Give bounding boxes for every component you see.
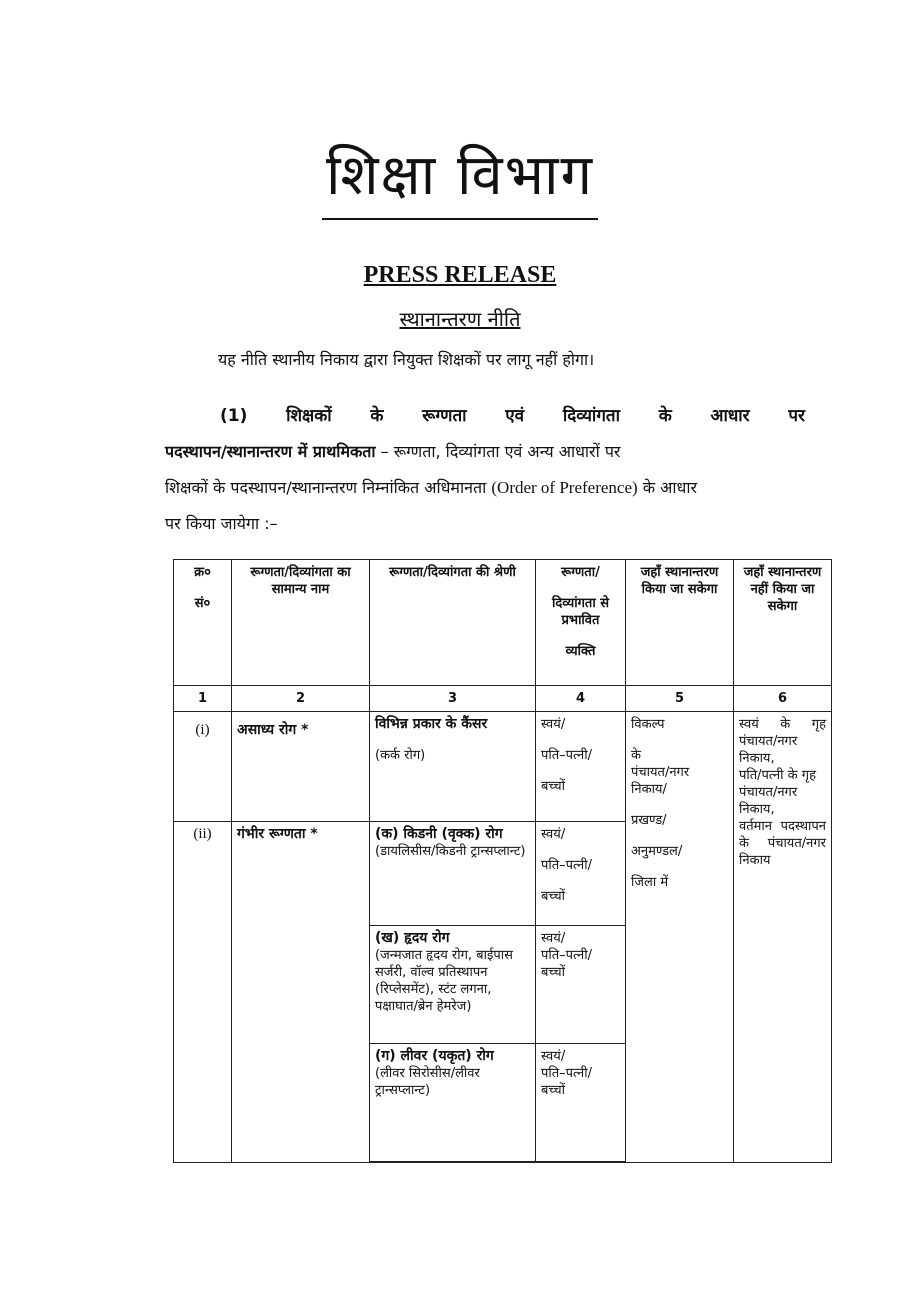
header-serial-line1: क्र० — [194, 565, 211, 580]
category-detail: (जन्मजात हृदय रोग, बाईपास सर्जरी, वॉल्व प्रतिस्थापन (रिप्लेसमेंट), स्टंट लगना, पक्षाघात/ब्रेन हेमरेज) — [375, 948, 513, 1014]
priority-heading: पदस्थापन/स्थानान्तरण में प्राथमिकता — [165, 442, 376, 461]
paragraph-line-3 — [165, 470, 805, 506]
allowed-line: जिला में — [631, 875, 669, 890]
allowed-line: पंचायत/नगर निकाय/ — [631, 765, 690, 797]
para-word: के — [370, 406, 384, 426]
row-category — [370, 712, 536, 822]
para-word: एवं — [505, 406, 525, 426]
para-word: के — [658, 406, 672, 426]
para-word: आधार — [710, 406, 750, 426]
priority-text: – रूग्णता, दिव्यांगता एवं अन्य आधारों पर — [375, 442, 621, 461]
row-category — [370, 926, 536, 1044]
paragraph-line-1 — [165, 398, 805, 434]
preference-table — [173, 559, 832, 1163]
person-self: स्वयं/ — [541, 931, 566, 946]
paragraph-line-4: पर किया जायेगा :– — [165, 514, 278, 533]
category-title: (ख) हृदय रोग — [375, 930, 450, 946]
policy-subtitle — [0, 305, 920, 332]
category-title: विभिन्न प्रकार के कैंसर — [375, 716, 488, 732]
category-title: (ग) लीवर (यकृत) रोग — [375, 1048, 494, 1064]
row-general-name: असाध्य रोग * — [232, 712, 370, 822]
header-affected-line2: दिव्यांगता से प्रभावित — [551, 596, 610, 628]
paragraph-text: के आधार — [637, 478, 698, 497]
policy-paragraph — [165, 398, 805, 542]
header-affected-line3: व्यक्ति — [565, 644, 596, 659]
category-detail: (डायलिसीस/किडनी ट्रान्सप्लान्ट) — [375, 844, 526, 859]
person-self: स्वयं/ — [541, 1049, 566, 1064]
row-general-name: गंभीर रूग्णता * — [232, 822, 370, 1163]
row-category — [370, 822, 536, 926]
table-header-row — [174, 560, 832, 686]
row-affected-persons — [536, 822, 626, 926]
row-serial: (i) — [174, 712, 232, 822]
not-allowed-line: वर्तमान पदस्थापन के पंचायत/नगर निकाय — [739, 819, 826, 868]
person-spouse: पति–पत्नी/ — [541, 858, 592, 873]
paragraph-text: शिक्षकों के पदस्थापन/स्थानान्तरण निम्नांकित अधिमानता — [165, 478, 492, 497]
person-self: स्वयं/ — [541, 827, 566, 842]
filler-cell — [370, 1162, 536, 1163]
transfer-not-allowed-cell — [734, 712, 832, 1163]
allowed-line: प्रखण्ड/ — [631, 813, 667, 828]
person-spouse: पति–पत्नी/ — [541, 1066, 592, 1081]
header-transfer-not-allowed: जहाँ स्थानान्तरण नहीं किया जा सकेगा — [734, 560, 832, 686]
header-category: रूग्णता/दिव्यांगता की श्रेणी — [370, 560, 536, 686]
category-title: (क) किडनी (वृक्क) रोग — [375, 826, 503, 842]
applicability-note: यह नीति स्थानीय निकाय द्वारा नियुक्त शिक्षकों पर लागू नहीं होगा। — [218, 350, 595, 369]
person-children: बच्चों — [541, 965, 565, 980]
column-number: 1 — [174, 686, 232, 712]
header-transfer-allowed: जहाँ स्थानान्तरण किया जा सकेगा — [626, 560, 734, 686]
row-category — [370, 1044, 536, 1162]
not-allowed-line: पति/पत्नी के गृह — [739, 768, 816, 783]
header-general-name: रूग्णता/दिव्यांगता का सामान्य नाम — [232, 560, 370, 686]
category-detail: (लीवर सिरोसीस/लीवर ट्रान्सप्लान्ट) — [375, 1066, 480, 1098]
para-word: पर — [788, 406, 805, 426]
press-release-text: PRESS RELEASE — [363, 262, 557, 288]
header-serial — [174, 560, 232, 686]
department-title — [0, 140, 920, 220]
row-serial: (ii) — [174, 822, 232, 1163]
filler-cell — [536, 1162, 626, 1163]
department-title-text: शिक्षा विभाग — [322, 140, 598, 220]
column-number-row — [174, 686, 832, 712]
para-word: शिक्षकों — [286, 406, 332, 426]
row-affected-persons — [536, 712, 626, 822]
column-number: 4 — [536, 686, 626, 712]
column-number: 2 — [232, 686, 370, 712]
category-detail: (कर्क रोग) — [375, 748, 426, 763]
person-children: बच्चों — [541, 1083, 565, 1098]
allowed-line: विकल्प — [631, 717, 665, 732]
para-word: रूग्णता — [422, 406, 467, 426]
column-number: 3 — [370, 686, 536, 712]
column-number: 5 — [626, 686, 734, 712]
person-spouse: पति–पत्नी/ — [541, 948, 592, 963]
para-word: (1) — [220, 406, 248, 426]
order-of-preference: (Order of Preference) — [491, 478, 638, 497]
not-allowed-line: पंचायत/नगर निकाय, — [739, 785, 798, 817]
header-serial-line2: सं० — [194, 596, 211, 611]
table-row — [174, 712, 832, 822]
not-allowed-line: स्वयं के गृह पंचायत/नगर निकाय, — [739, 717, 826, 766]
column-number: 6 — [734, 686, 832, 712]
press-release-heading — [0, 262, 920, 289]
header-affected-person — [536, 560, 626, 686]
para-word: दिव्यांगता — [562, 406, 620, 426]
person-spouse: पति–पत्नी/ — [541, 748, 592, 763]
row-affected-persons — [536, 926, 626, 1044]
policy-subtitle-text: स्थानान्तरण नीति — [399, 307, 521, 331]
transfer-allowed-cell — [626, 712, 734, 1163]
person-children: बच्चों — [541, 779, 565, 794]
row-affected-persons — [536, 1044, 626, 1162]
allowed-line: के — [631, 748, 641, 763]
paragraph-line-2 — [165, 434, 805, 470]
person-children: बच्चों — [541, 889, 565, 904]
header-affected-line1: रूग्णता/ — [561, 565, 600, 580]
allowed-line: अनुमण्डल/ — [631, 844, 683, 859]
person-self: स्वयं/ — [541, 717, 566, 732]
